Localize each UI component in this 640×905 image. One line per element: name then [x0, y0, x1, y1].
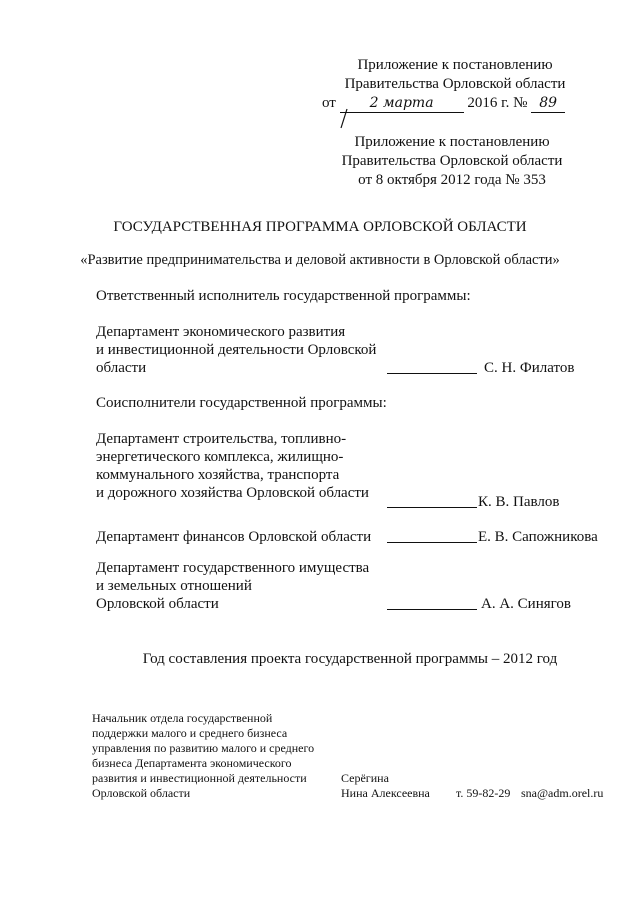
appendix-date-line — [322, 94, 565, 113]
appendix-header-line1: Приложение к постановлению — [357, 57, 553, 73]
coexecutor-3-org-line1: Департамент государственного имущества — [96, 560, 370, 576]
coexecutor-3-org-line3: Орловской области — [96, 596, 219, 612]
contact-email: sna@adm.orel.ru — [521, 786, 604, 800]
contact-surname: Серёгина — [341, 771, 389, 785]
responsible-org-line3: области — [96, 360, 147, 376]
responsible-org-line2: и инвестиционной деятельности Орловской — [96, 342, 377, 358]
coexecutor-1-org-line3: коммунального хозяйства, транспорта — [96, 467, 340, 483]
footer-position-line1: Начальник отдела государственной — [92, 711, 273, 725]
appendix-header-line2: Правительства Орловской области — [344, 76, 566, 92]
compilation-year: Год составления проекта государственной программы – 2012 год — [142, 651, 558, 667]
contact-phone: т. 59-82-29 — [456, 786, 511, 800]
signature-line — [387, 542, 477, 543]
handwritten-number: 89 — [531, 94, 565, 113]
responsible-heading: Ответственный исполнитель государственной программы: — [96, 288, 471, 304]
contact-given-names: Нина Алексеевна — [341, 786, 430, 800]
coexecutor-1-signer: К. В. Павлов — [478, 494, 560, 510]
old-appendix-line3: от 8 октября 2012 года № 353 — [358, 172, 546, 188]
program-title: ГОСУДАРСТВЕННАЯ ПРОГРАММА ОРЛОВСКОЙ ОБЛАСТИ — [113, 219, 527, 235]
responsible-org-line1: Департамент экономического развития — [96, 324, 346, 340]
coexecutor-1-org-line4: и дорожного хозяйства Орловской области — [96, 485, 369, 501]
pen-stroke-mark — [338, 108, 350, 130]
footer-position-line6: Орловской области — [92, 786, 191, 800]
footer-position-line5: развития и инвестиционной деятельности — [92, 771, 307, 785]
coexecutor-2-signer: Е. В. Сапожникова — [478, 529, 598, 545]
year-number-label: 2016 г. № — [467, 95, 528, 111]
footer-position-line2: поддержки малого и среднего бизнеса — [92, 726, 288, 740]
coexecutor-3-signer: А. А. Синягов — [481, 596, 571, 612]
coexecutor-1-org-line2: энергетического комплекса, жилищно- — [96, 449, 344, 465]
footer-position-line3: управления по развитию малого и среднего — [92, 741, 315, 755]
signature-line — [387, 373, 477, 374]
handwritten-date: 2 марта — [340, 94, 464, 113]
signature-line — [387, 507, 477, 508]
responsible-signer: С. Н. Филатов — [484, 360, 575, 376]
program-subtitle: «Развитие предпринимательства и деловой активности в Орловской области» — [80, 252, 560, 268]
signature-line — [387, 609, 477, 610]
date-prefix: от — [322, 95, 336, 111]
coexecutors-heading: Соисполнители государственной программы: — [96, 395, 387, 411]
coexecutor-3-org-line2: и земельных отношений — [96, 578, 252, 594]
old-appendix-line2: Правительства Орловской области — [341, 153, 563, 169]
footer-position-line4: бизнеса Департамента экономического — [92, 756, 292, 770]
coexecutor-1-org-line1: Департамент строительства, топливно- — [96, 431, 347, 447]
old-appendix-line1: Приложение к постановлению — [354, 134, 550, 150]
coexecutor-2-org-line1: Департамент финансов Орловской области — [96, 529, 372, 545]
